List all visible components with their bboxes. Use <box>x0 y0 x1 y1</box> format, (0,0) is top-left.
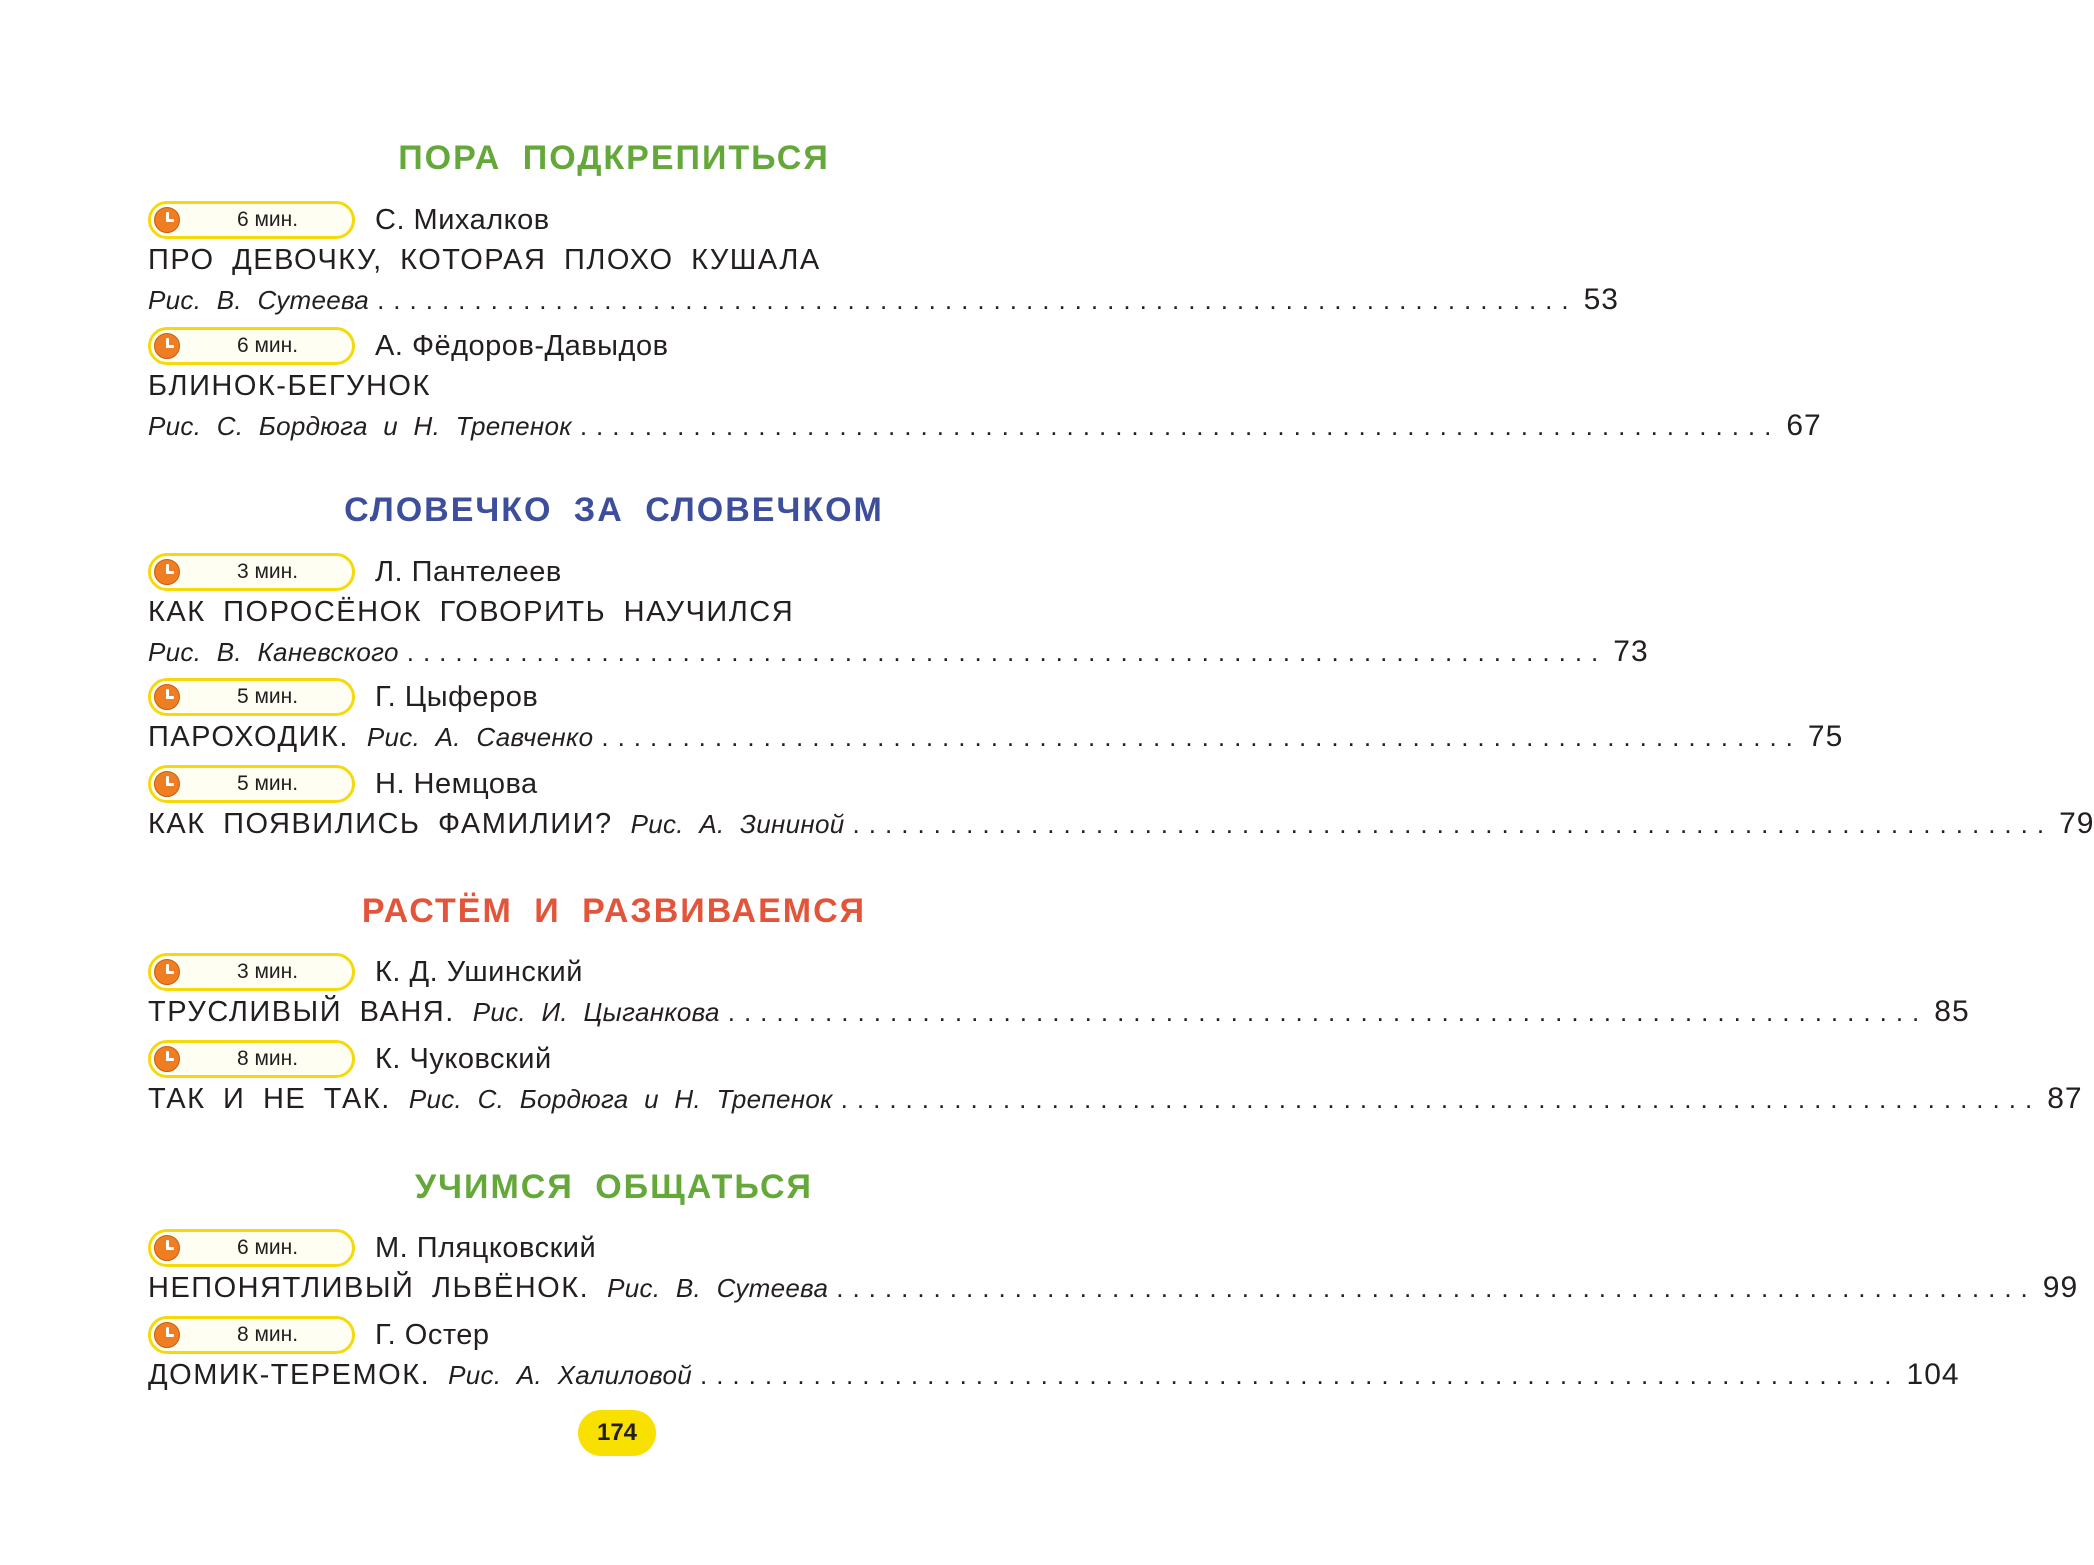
illustrator: Рис. С. Бордюга и Н. Трепенок <box>148 411 572 441</box>
author: К. Чуковский <box>375 1042 552 1075</box>
dot-leader: .......................................................................... <box>852 809 2054 839</box>
reading-time-badge <box>148 1316 355 1354</box>
reading-time: 5 мин. <box>236 772 299 795</box>
dot-leader: .......................................................................... <box>579 411 1781 441</box>
reading-time-badge <box>148 765 355 803</box>
section <box>148 490 1080 530</box>
toc-entry[interactable] <box>148 1228 2079 1308</box>
dot-leader: .......................................................................... <box>601 722 1802 752</box>
story-title: БЛИНОК-БЕГУНОК <box>148 370 431 402</box>
page-ref: 87 <box>2047 1082 2083 1115</box>
author: А. Фёдоров-Давыдов <box>375 329 669 362</box>
story-title: ДОМИК-ТЕРЕМОК. <box>148 1359 431 1391</box>
toc-entry[interactable] <box>148 1315 1960 1395</box>
toc-entry[interactable] <box>148 552 1649 672</box>
author: Г. Остер <box>375 1318 490 1351</box>
author: Г. Цыферов <box>375 680 539 713</box>
section <box>148 138 1080 178</box>
reading-time: 6 мин. <box>236 1236 299 1259</box>
dot-leader: .......................................................................... <box>699 1360 1901 1390</box>
page-number: 174 <box>578 1410 656 1456</box>
section-title: РАСТЁМ И РАЗВИВАЕМСЯ <box>361 892 867 930</box>
clock-icon <box>154 1046 180 1072</box>
clock-icon <box>154 684 180 710</box>
toc-entry[interactable] <box>148 326 1822 446</box>
dot-leader: .......................................................................... <box>836 1273 2037 1303</box>
reading-time-badge <box>148 201 355 239</box>
reading-time: 5 мин. <box>236 685 299 708</box>
story-title: ТРУСЛИВЫЙ ВАНЯ. <box>148 996 455 1028</box>
story-title: ПАРОХОДИК. <box>148 721 349 753</box>
story-title: ПРО ДЕВОЧКУ, КОТОРАЯ ПЛОХО КУШАЛА <box>148 244 821 276</box>
reading-time: 6 мин. <box>236 334 299 357</box>
author: Н. Немцова <box>375 767 538 800</box>
toc-entry[interactable] <box>148 677 1844 757</box>
clock-icon <box>154 1235 180 1261</box>
illustrator: Рис. А. Зининой <box>630 809 845 839</box>
story-title: НЕПОНЯТЛИВЫЙ ЛЬВЁНОК. <box>148 1272 590 1304</box>
author: Л. Пантелеев <box>375 555 562 588</box>
reading-time-badge <box>148 678 355 716</box>
illustrator: Рис. В. Сутеева <box>607 1273 829 1303</box>
clock-icon <box>154 559 180 585</box>
page-ref: 85 <box>1934 995 1970 1028</box>
section-title: СЛОВЕЧКО ЗА СЛОВЕЧКОМ <box>344 491 884 529</box>
toc-entry[interactable] <box>148 200 1619 320</box>
story-title: КАК ПОЯВИЛИСЬ ФАМИЛИИ? <box>148 808 613 840</box>
illustrator: Рис. С. Бордюга и Н. Трепенок <box>408 1084 833 1114</box>
toc-entry[interactable] <box>148 952 1970 1032</box>
page-ref: 79 <box>2059 807 2094 840</box>
clock-icon <box>154 333 180 359</box>
toc-entry[interactable] <box>148 764 2094 844</box>
reading-time: 6 мин. <box>236 208 299 231</box>
section <box>148 891 1080 931</box>
dot-leader: .......................................................................... <box>377 285 1578 315</box>
reading-time-badge <box>148 1040 355 1078</box>
clock-icon <box>154 207 180 233</box>
page-ref: 67 <box>1786 409 1822 442</box>
reading-time: 3 мин. <box>236 560 299 583</box>
dot-leader: .......................................................................... <box>406 637 1608 667</box>
dot-leader: .......................................................................... <box>727 997 1929 1027</box>
author: М. Пляцковский <box>375 1231 597 1264</box>
clock-icon <box>154 1322 180 1348</box>
reading-time: 8 мин. <box>236 1323 299 1346</box>
section-title: УЧИМСЯ ОБЩАТЬСЯ <box>415 1168 813 1206</box>
clock-icon <box>154 959 180 985</box>
illustrator: Рис. В. Каневского <box>148 637 399 667</box>
page-ref: 53 <box>1583 283 1619 316</box>
reading-time-badge <box>148 327 355 365</box>
reading-time: 8 мин. <box>236 1047 299 1070</box>
author: С. Михалков <box>375 203 550 236</box>
illustrator: Рис. А. Савченко <box>366 722 594 752</box>
reading-time-badge <box>148 1229 355 1267</box>
page-ref: 104 <box>1906 1358 1960 1391</box>
reading-time-badge <box>148 553 355 591</box>
section <box>148 1167 1080 1207</box>
section-title: ПОРА ПОДКРЕПИТЬСЯ <box>398 139 830 177</box>
dot-leader: .......................................................................... <box>840 1084 2042 1114</box>
illustrator: Рис. В. Сутеева <box>148 285 370 315</box>
illustrator: Рис. А. Халиловой <box>448 1360 692 1390</box>
reading-time-badge <box>148 953 355 991</box>
illustrator: Рис. И. Цыганкова <box>472 997 720 1027</box>
page-ref: 99 <box>2042 1271 2079 1304</box>
page-ref: 75 <box>1807 720 1844 753</box>
story-title: КАК ПОРОСЁНОК ГОВОРИТЬ НАУЧИЛСЯ <box>148 596 795 628</box>
reading-time: 3 мин. <box>236 960 299 983</box>
toc-entry[interactable] <box>148 1039 2083 1119</box>
clock-icon <box>154 771 180 797</box>
author: К. Д. Ушинский <box>375 955 583 988</box>
story-title: ТАК И НЕ ТАК. <box>148 1083 391 1115</box>
page-ref: 73 <box>1613 635 1649 668</box>
